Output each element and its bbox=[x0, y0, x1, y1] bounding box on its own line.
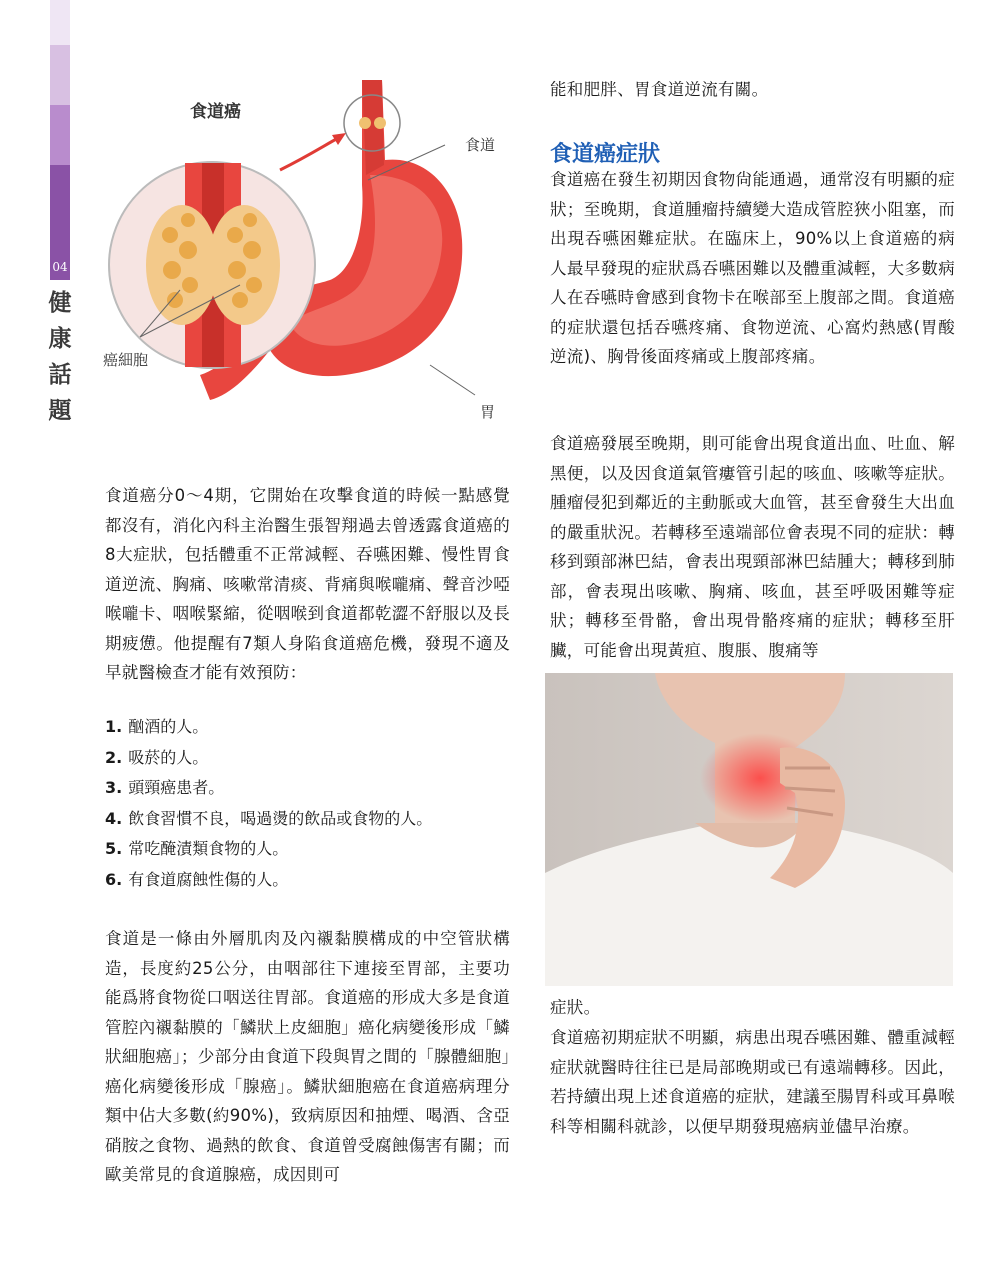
symptoms-paragraph: 食道癌在發生初期因食物尙能通過，通常沒有明顯的症狀；至晚期，食道腫瘤持續變大造成管腔狹小阻塞，而出現吞嚥困難症狀。在臨床上，90%以上食道癌的病人最早發現的症狀爲吞嚥困難以及體重減輕，大多數病人在吞嚥時會感到食物卡在喉部至上腹部之間。食道癌的症狀還包括吞嚥疼痛、食物逆流、心窩灼熱感(胃酸逆流)、胸骨後面疼痛或上腹部疼痛。 bbox=[550, 170, 955, 366]
continuation-text: 能和肥胖、胃食道逆流有關。 bbox=[550, 80, 769, 99]
risk-list bbox=[105, 712, 432, 895]
pointer-line bbox=[430, 365, 475, 395]
arrow-line bbox=[280, 137, 340, 170]
throat-pain-photo bbox=[545, 673, 953, 986]
tab-segment bbox=[50, 105, 70, 165]
section-title: 健康話題 bbox=[48, 289, 72, 424]
esophageal-cancer-illustration bbox=[100, 75, 510, 430]
tab-segment bbox=[50, 0, 70, 45]
anatomy-paragraph: 食道是一條由外層肌肉及內襯黏膜構成的中空管狀構造，長度約25公分，由咽部往下連接至胃部，主要功能爲將食物從口咽送往胃部。食道癌的形成大多是食道管腔內襯黏膜的「鱗狀上皮細胞」癌化病變後形成「鱗狀細胞癌」；少部分由食道下段與胃之間的「腺體細胞」癌化病變後形成「腺癌」。鱗狀細胞癌在食道癌病理分類中佔大多數(約90%)，致病原因和抽煙、喝酒、含亞硝胺之食物、過熱的飲食、食道曾受腐蝕傷害有關；而歐美常見的食道腺癌，成因則可 bbox=[105, 929, 510, 1184]
list-item: 2. 吸菸的人。 bbox=[105, 747, 209, 767]
advice-paragraph: 食道癌初期症狀不明顯，病患出現吞嚥困難、體重減輕症狀就醫時往往已是局部晚期或已有遠端轉移。因此，若持續出現上述食道癌的症狀，建議至腸胃科或耳鼻喉科等相關科就診，以便早期發現癌病並儘早治療。 bbox=[550, 1028, 955, 1136]
label-cancer-cells: 癌細胞 bbox=[103, 351, 149, 369]
tumor-small-right bbox=[374, 117, 386, 129]
symptoms-heading: 食道癌症狀 bbox=[550, 142, 661, 167]
list-item: 4. 飲食習慣不良，喝過燙的飲品或食物的人。 bbox=[105, 808, 433, 828]
intro-paragraph: 食道癌分0～4期，它開始在攻擊食道的時候一點感覺都沒有，消化內科主治醫生張智翔過去曾透露食道癌的8大症狀，包括體重不正常減輕、吞嚥困難、慢性胃食道逆流、胸痛、咳嗽常清痰、背痛與喉嚨痛、聲音沙啞喉嚨卡、咽喉緊縮，從咽喉到食道都乾澀不舒服以及長期疲憊。他提醒有7類人身陷食道癌危機，發現不適及早就醫檢查才能有效預防： bbox=[105, 486, 510, 682]
late-symptoms-paragraph: 食道癌發展至晚期，則可能會出現食道出血、吐血、解黑便，以及因食道氣管瘻管引起的咳血、咳嗽等症狀。腫瘤侵犯到鄰近的主動脈或大血管，甚至會發生大出血的嚴重狀況。若轉移至遠端部位會表現不同的症狀：轉移到頸部淋巴結，會表出現頸部淋巴結腫大；轉移到肺部，會表現出咳嗽、胸痛、咳血，甚至呼吸困難等症狀；轉移至骨骼，會出現骨骼疼痛的症狀；轉移至肝臟，可能會出現黃疸、腹脹、腹痛等 bbox=[550, 434, 955, 660]
label-esophagus: 食道 bbox=[465, 136, 496, 154]
tab-segment bbox=[50, 45, 70, 105]
tumor-small-left bbox=[359, 117, 371, 129]
page-number: 04 bbox=[52, 260, 68, 274]
list-item: 6. 有食道腐蝕性傷的人。 bbox=[105, 869, 289, 889]
symptoms-end-text: 症狀。 bbox=[550, 998, 601, 1017]
list-item: 5. 常吃醃漬類食物的人。 bbox=[105, 839, 289, 858]
list-item: 3. 頭頸癌患者。 bbox=[105, 778, 225, 797]
list-item: 1. 酗酒的人。 bbox=[105, 717, 209, 736]
label-cancer: 食道癌 bbox=[190, 102, 241, 122]
label-stomach: 胃 bbox=[480, 403, 496, 421]
